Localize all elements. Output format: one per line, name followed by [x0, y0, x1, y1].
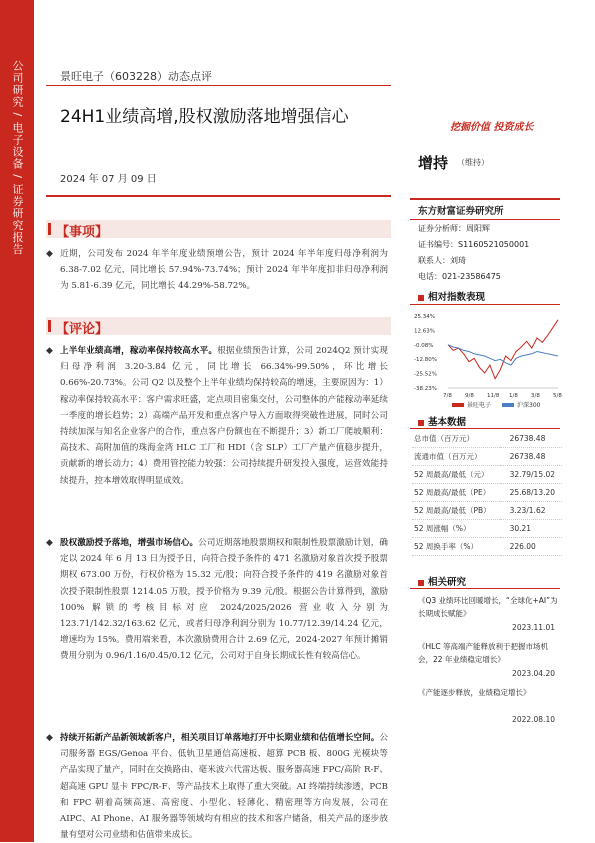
divider — [46, 195, 391, 197]
y-tick-label: -0.08% — [414, 342, 434, 349]
divider — [410, 198, 560, 200]
table-cell-label: 52 周涨幅（%） — [412, 520, 500, 538]
x-tick-label: 11/8 — [487, 393, 500, 399]
comment-para-2 — [60, 535, 388, 665]
related-date: 2022.08.10 — [512, 715, 555, 724]
square-icon — [418, 420, 424, 426]
phone-line: 电话：021-23586475 — [418, 272, 501, 281]
para-body: 公司服务器 EGS/Genoa 平台、低轨卫星通信高速板、超算 PCB 板、800G 光模块等产品实现了量产，同时在交换路由、毫米波六代雷达板、服务器高速 FPC/高阶 R-F、超高速 GPU 显卡 FPC/R-F、等产品技术上取得了重大突破。AI 终端持续渗透，PCB 和 FPC 朝着高频高速、高密度、小型化、轻薄化、精密理等方向发展，公司在 AIPC、AI Phone、AI 服务器等领域均有相应的技术和客户储备，相关产品的逐步放量有望对公司业绩和估值带来成长。 — [60, 733, 388, 841]
y-tick-label: -38.23% — [414, 386, 437, 392]
y-tick-label: 25.34% — [414, 314, 435, 320]
legend-label-a: 景旺电子 — [467, 402, 492, 409]
para-lead: 持续开拓新产品新领域新客户，相关项目订单落地打开中长期业绩和估值增长空间。 — [60, 733, 380, 743]
bullet-icon: ◆ — [46, 538, 53, 548]
bullet-icon: ◆ — [46, 733, 53, 743]
y-tick-label: 12.63% — [414, 328, 435, 335]
para-lead: 上半年业绩高增，稼动率保持较高水平。 — [60, 346, 218, 356]
divider — [410, 304, 560, 305]
para-body: 公司近期落地股票期权和限制性股票激励计划，确定以 2024 年 6 月 13 日为授予日，向符合授予条件的 471 名激励对象首次授予股票期权 673.00 万份，行权价格为 15.32 元/股；向符合授予条件的 419 名激励对象首次授予限制性股票 1214.05 万股，授予价格为 9.39 元/股。根据公告计算得到，激励 100% 解锁的考核目标对应 2024/2025/2026 营业收入分别为 123.71/142.32/163.62 亿元，或者归母净利润分别为 10.77/12.39/14.24 亿元，增速均为 15%。费用端来看，本次激励费用合计 2.69 亿元，2024-2027 年预计摊销费用分别为 0.96/1.16/0.45/0.12 亿元，公司对于自身长期成长性有较高信心。 — [60, 538, 388, 662]
report-subtitle: 景旺电子（603228）动态点评 — [60, 70, 212, 83]
cert-line: 证书编号：S1160521050001 — [418, 240, 530, 249]
legend-swatch-a — [452, 403, 464, 407]
y-tick-label: -25.52% — [414, 371, 437, 378]
para-body: 根据业绩预告计算，公司 2024Q2 预计实现归母净利润 3.20-3.84 亿元，同比增长 66.34%-99.50%，环比增长 0.66%-20.73%。公司 Q2 以及整个上半年业绩均保持较高的增速，主要原因为：1）稼动率保持较高水平：客户需求旺盛，定点项目密集交付，公司整体的产能稼动率延续一季度的增长趋势；2）高端产品开发和重点客户导入方面取得突破性进展，同时公司持续加深与知名企业客户的合作，重点客户份额也在不断提升；3）新工厂爬坡顺利：高技术、高附加值的珠海金湾 HLC 工厂和 HDI（含 SLP）工厂产量产值稳步提升，贡献新的增长动力；4）费用管控能力较强：公司持续提升研发投入强度，运营效能持续提升，控本增效取得明显成效。 — [60, 346, 388, 486]
x-tick-label: 5/8 — [553, 393, 562, 399]
rating: 增持 — [418, 154, 449, 172]
square-icon — [418, 580, 424, 586]
table-cell-label: 52 周最高/最低（PB） — [412, 502, 500, 520]
x-tick-label: 1/8 — [509, 393, 518, 399]
sidebar — [0, 0, 34, 842]
section-title: 【事项】 — [56, 225, 109, 240]
divider — [46, 85, 391, 86]
table-cell-label: 52 周换手率（%） — [412, 538, 500, 556]
page-title: 24H1业绩高增,股权激励落地增强信心 — [60, 107, 349, 127]
section-title: 【评论】 — [56, 322, 109, 337]
table-row — [412, 484, 562, 502]
table-cell-label: 52 周最高/最低（PE） — [412, 484, 500, 502]
institute-name: 东方财富证券研究所 — [418, 206, 504, 217]
para-lead: 股权激励授予落地，增强市场信心。 — [60, 538, 199, 548]
table-cell-value: 26738.48 — [500, 430, 562, 448]
x-tick-label: 3/8 — [531, 393, 540, 399]
table-cell-label: 流通市值（百万元） — [412, 448, 500, 466]
table-cell-label: 总市值（百万元） — [412, 430, 500, 448]
section-head-event — [46, 220, 391, 238]
divider — [410, 588, 560, 589]
bullet-icon: ◆ — [46, 249, 53, 259]
divider — [410, 428, 560, 429]
related-item[interactable]: 《HLC 等高端产能释放利于把握市场机会，22 年业绩稳定增长》 — [418, 642, 548, 664]
related-title: 相关研究 — [418, 574, 466, 588]
divider — [410, 219, 560, 220]
fin-title: 基本数据 — [418, 414, 466, 428]
table-row — [412, 538, 562, 556]
related-date: 2023.11.01 — [512, 623, 555, 632]
table-cell-value: 32.79/15.02 — [500, 466, 562, 484]
table-row — [412, 466, 562, 484]
analyst-line: 证券分析师：周阳辉 — [418, 224, 490, 233]
comment-para-3 — [60, 730, 388, 843]
table-cell-label: 52 周最高/最低（元） — [412, 466, 500, 484]
square-icon — [418, 295, 424, 301]
rating-sub: （维持） — [457, 158, 489, 167]
legend-label-b: 沪深300 — [517, 402, 541, 409]
table-row — [412, 448, 562, 466]
table-row — [412, 430, 562, 448]
slogan: 挖掘价值 投资成长 — [450, 122, 534, 133]
y-tick-label: -12.80% — [414, 357, 437, 364]
x-tick-label: 9/8 — [465, 393, 474, 399]
related-date: 2023.04.20 — [512, 669, 555, 678]
report-date: 2024 年 07 月 09 日 — [60, 174, 157, 185]
related-item[interactable]: 《产能逐步释放，业绩稳定增长》 — [418, 688, 531, 697]
table-cell-value: 30.21 — [500, 520, 562, 538]
table-row — [412, 502, 562, 520]
section-head-comment — [46, 317, 391, 335]
table-row — [412, 520, 562, 538]
table-cell-value: 26738.48 — [500, 448, 562, 466]
sidebar-label: 公司研究 / 电子设备 / 证券研究报告 — [11, 60, 24, 256]
series-line-0 — [448, 320, 558, 379]
contact-line: 联系人：刘琦 — [418, 256, 466, 265]
event-text: 近期，公司发布 2024 年半年度业绩预增公告，预计 2024 年半年度归母净利润为 6.38-7.02 亿元，同比增长 57.94%-73.74%；预计 2024 年半年度扣非归母净利润为 5.81-6.39 亿元，同比增长 44.29%-58.72%。 — [60, 249, 388, 292]
table-cell-value: 25.68/13.20 — [500, 484, 562, 502]
table-cell-value: 226.00 — [500, 538, 562, 556]
fin-table — [412, 430, 562, 556]
relative-index-chart — [412, 310, 562, 415]
bullet-icon: ◆ — [46, 346, 53, 356]
chart-title: 相对指数表现 — [418, 289, 485, 303]
related-item[interactable]: 《Q3 业绩环比回暖增长，“全球化+AI”为长期成长赋能》 — [418, 596, 558, 618]
legend-swatch-b — [502, 403, 514, 407]
table-cell-value: 3.23/1.62 — [500, 502, 562, 520]
x-tick-label: 7/8 — [443, 393, 452, 399]
comment-para-1 — [60, 343, 388, 489]
